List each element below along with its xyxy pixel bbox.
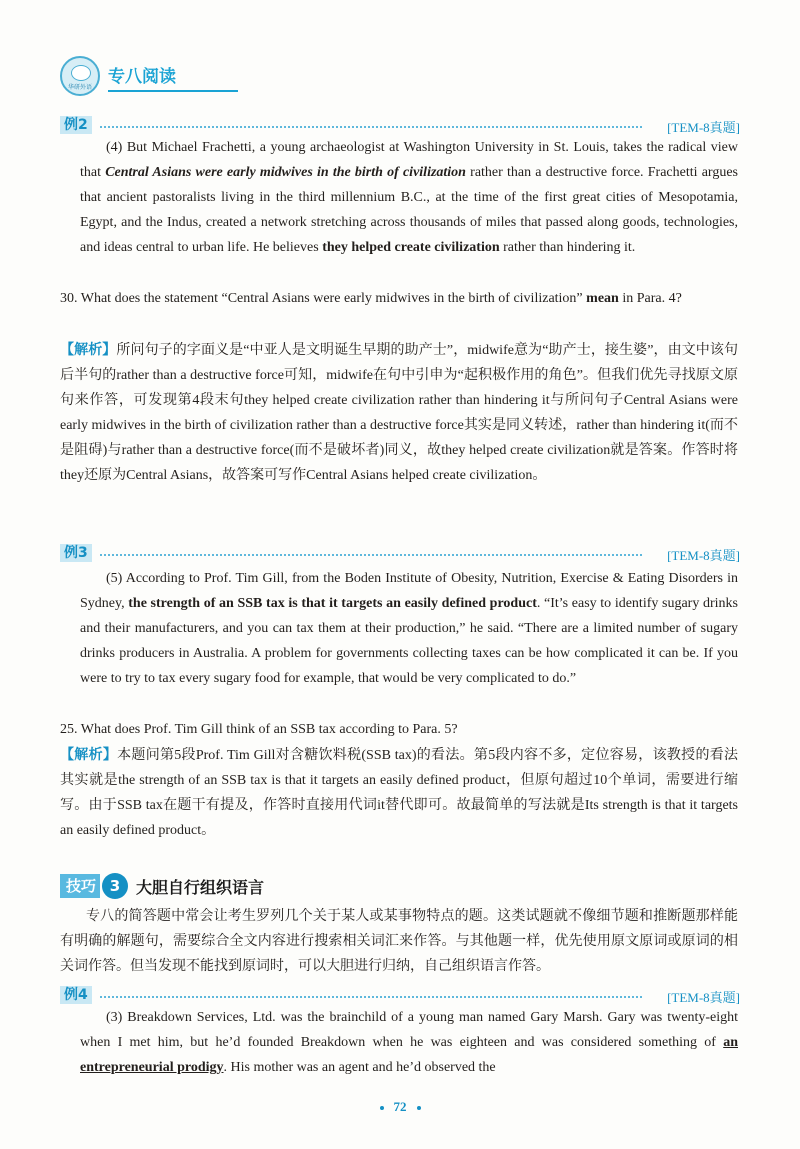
example-4-passage (80, 1005, 738, 1080)
passage-key-phrase: the strength of an SSB tax is that it targets an easily defined product (128, 596, 537, 611)
analysis-label: 【解析】 (60, 343, 117, 358)
tip-number-badge: 3 (102, 873, 128, 899)
exam-source-tag: [TEM-8真题] (667, 548, 740, 563)
page-number-text: 72 (393, 1099, 407, 1114)
page-header (60, 56, 740, 96)
example-3-header (60, 544, 740, 564)
passage-text: (3) Breakdown Services, Ltd. was the brainchild of a young man named Gary Marsh. Gary was twenty-eight when I met him, but he’d founded Breakdown when he was eighteen and was considered something of (80, 1010, 738, 1050)
dotted-leader (100, 126, 642, 128)
tip-label: 技巧 (60, 874, 100, 898)
question-keyword: mean (586, 291, 619, 306)
example-4-header (60, 986, 740, 1006)
header-underline (108, 90, 238, 92)
section-title: 专八阅读 (108, 67, 176, 87)
passage-text: rather than hindering it. (499, 240, 636, 255)
page-number (0, 1099, 800, 1115)
tip-title: 大胆自行组织语言 (136, 878, 265, 897)
question-30 (60, 286, 738, 311)
logo-text: 华研外语 (67, 84, 92, 91)
example-label: 例4 (60, 986, 92, 1004)
passage-text: (4) But Michael Frachetti, a young archaeologist at Washington University in St. Louis, takes the radical view that (80, 140, 738, 180)
example-2-passage (80, 135, 738, 260)
exam-source-tag: [TEM-8真题] (667, 120, 740, 135)
passage-key-phrase: an entrepreneurial prodigy (80, 1035, 738, 1075)
analysis-text: 所问句子的字面义是“中亚人是文明诞生早期的助产士”，midwife意为“助产士，接生婆”，由文中该句后半句的rather than a destructive force可知，midwife在句中引申为“起积极作用的角色”。但我们优先寻找原文原句来作答，可发现第4段末句they helped create civilization rather than hindering it与所问句子Central Asians were early midwives in the birth of civilization rather than a destructive force其实是同义转述，rather than hindering it(而不是阻碍)与rather than a destructive force(而不是破坏者)同义，故they helped create civilization就是答案。作答时将they还原为Central Asians，故答案可写作Central Asians helped create civilization。 (60, 343, 739, 483)
publisher-logo (60, 56, 100, 96)
example-3-passage (80, 566, 738, 691)
example-2-header (60, 116, 740, 136)
dotted-leader (100, 554, 642, 556)
analysis-label: 【解析】 (60, 748, 118, 763)
question-text: 30. What does the statement “Central Asians were early midwives in the birth of civilization” (60, 291, 587, 306)
analysis-text: 本题问第5段Prof. Tim Gill对含糖饮料税(SSB tax)的看法。第5段内容不多，定位容易，该教授的看法其实就是the strength of an SSB tax is that it targets an easily defined product，但原句超过10个单词，需要进行缩写。由于SSB tax在题干有提及，作答时直接用代词it替代即可。故最简单的写法就是Its strength is that it targets an easily defined product。 (60, 748, 739, 838)
passage-highlight: Central Asians were early midwives in the birth of civilization (105, 165, 466, 180)
example-label: 例2 (60, 116, 92, 134)
passage-text: (5) According to Prof. Tim Gill, from the Boden Institute of Obesity, Nutrition, Exercise & Eating Disorders in Sydney, (80, 571, 738, 611)
passage-text: . His mother was an agent and he’d observed the (223, 1060, 496, 1075)
example-3-analysis (60, 743, 738, 843)
dotted-leader (100, 996, 642, 998)
logo-emblem-icon (71, 65, 91, 81)
bullet-dot-icon (380, 1106, 384, 1110)
exam-source-tag: [TEM-8真题] (667, 990, 740, 1005)
tip-3-intro: 专八的简答题中常会让考生罗列几个关于某人或某事物特点的题。这类试题就不像细节题和推断题那样能有明确的解题句，需要综合全文内容进行搜索相关词汇来作答。与其他题一样，优先使用原文原词或原词的相关词作答。但当发现不能找到原词时，可以大胆进行归纳，自己组织语言作答。 (60, 909, 738, 974)
question-text: in Para. 4? (618, 291, 682, 306)
bullet-dot-icon (417, 1106, 421, 1110)
passage-text: . “It’s easy to identify sugary drinks and their manufacturers, and you can tax them at their production,” he said. “There are a limited number of sugary drinks producers in Australia. A problem for governments collecting taxes can be how complicated it can be. If you were to try to tax every sugary food for example, that would be very complicated to do.” (80, 596, 738, 686)
passage-text: rather than a destructive force. Frachetti argues that ancient pastoralists living in the third millennium B.C., at the time of the first great cities of Mesopotamia, Egypt, and the Indus, created a network stretching across thousands of miles that passed along goods, technologies, and ideas central to urban life. He believes (80, 165, 738, 255)
passage-key-phrase: they helped create civilization (322, 240, 500, 255)
example-label: 例3 (60, 544, 92, 562)
example-2-analysis (60, 338, 738, 488)
question-25: 25. What does Prof. Tim Gill think of an SSB tax according to Para. 5? (60, 722, 458, 737)
